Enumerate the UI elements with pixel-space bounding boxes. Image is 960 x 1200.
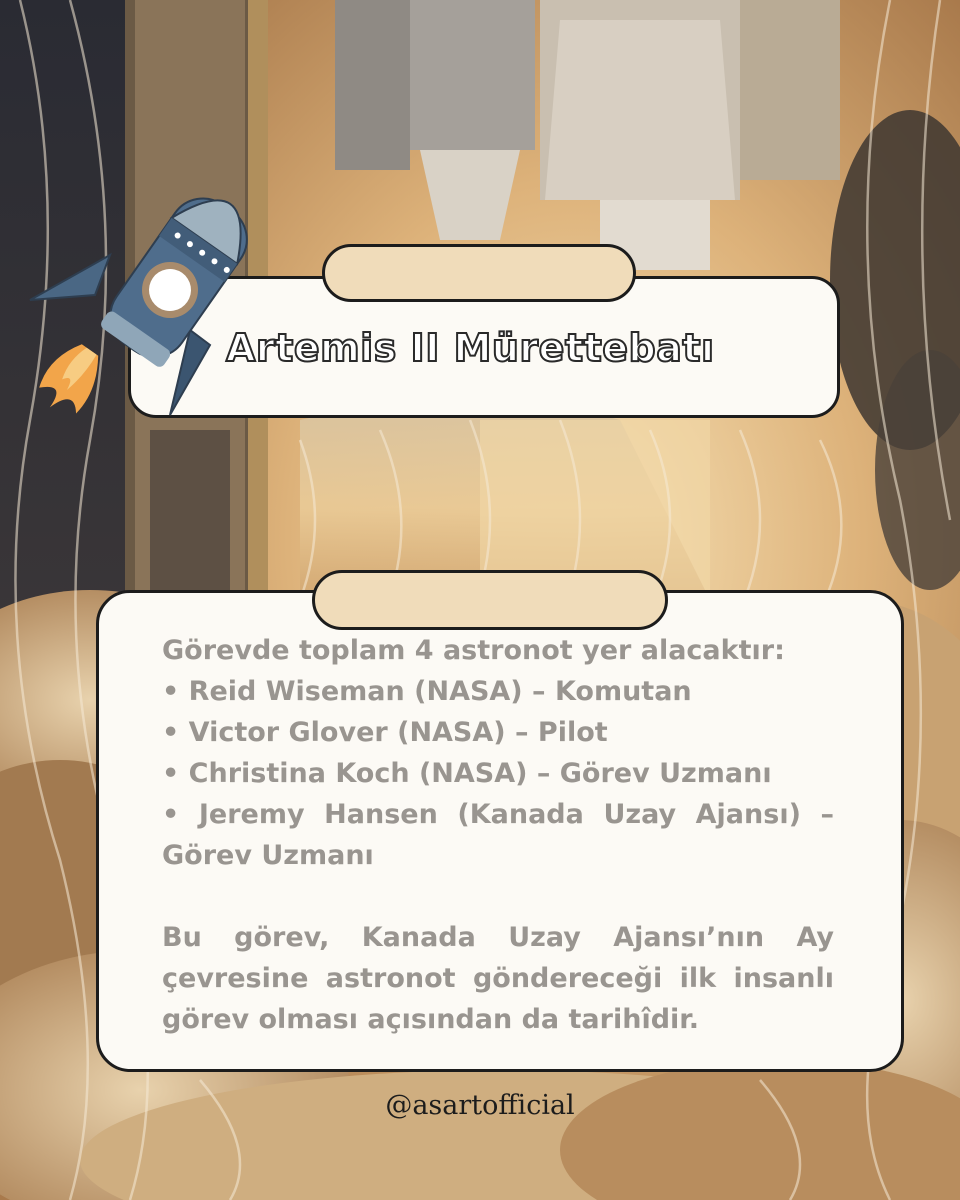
- crew-member-commander: • Reid Wiseman (NASA) – Komutan: [162, 676, 692, 707]
- note-line-2: çevresine astronot göndereceği ilk insanlı: [162, 963, 834, 994]
- crew-member-pilot: • Victor Glover (NASA) – Pilot: [162, 717, 608, 748]
- rocket-icon: [20, 170, 260, 420]
- note-line-3: görev olması açısından da tarihîdir.: [162, 1004, 700, 1035]
- social-handle: @asartofficial: [385, 1090, 575, 1121]
- crew-info-tab: [312, 570, 668, 630]
- crew-intro: Görevde toplam 4 astronot yer alacaktır:: [162, 635, 785, 666]
- title-tab: [322, 244, 636, 302]
- crew-member-specialist-2: • Jeremy Hansen (Kanada Uzay Ajansı) –: [162, 799, 834, 830]
- page-title: Artemis II Mürettebatı: [226, 326, 715, 370]
- crew-member-specialist-1: • Christina Koch (NASA) – Görev Uzmanı: [162, 758, 772, 789]
- crew-info-text: [162, 630, 834, 1040]
- crew-member-specialist-2-role: Görev Uzmanı: [162, 840, 374, 871]
- note-line-1: Bu görev, Kanada Uzay Ajansı’nın Ay: [162, 922, 834, 953]
